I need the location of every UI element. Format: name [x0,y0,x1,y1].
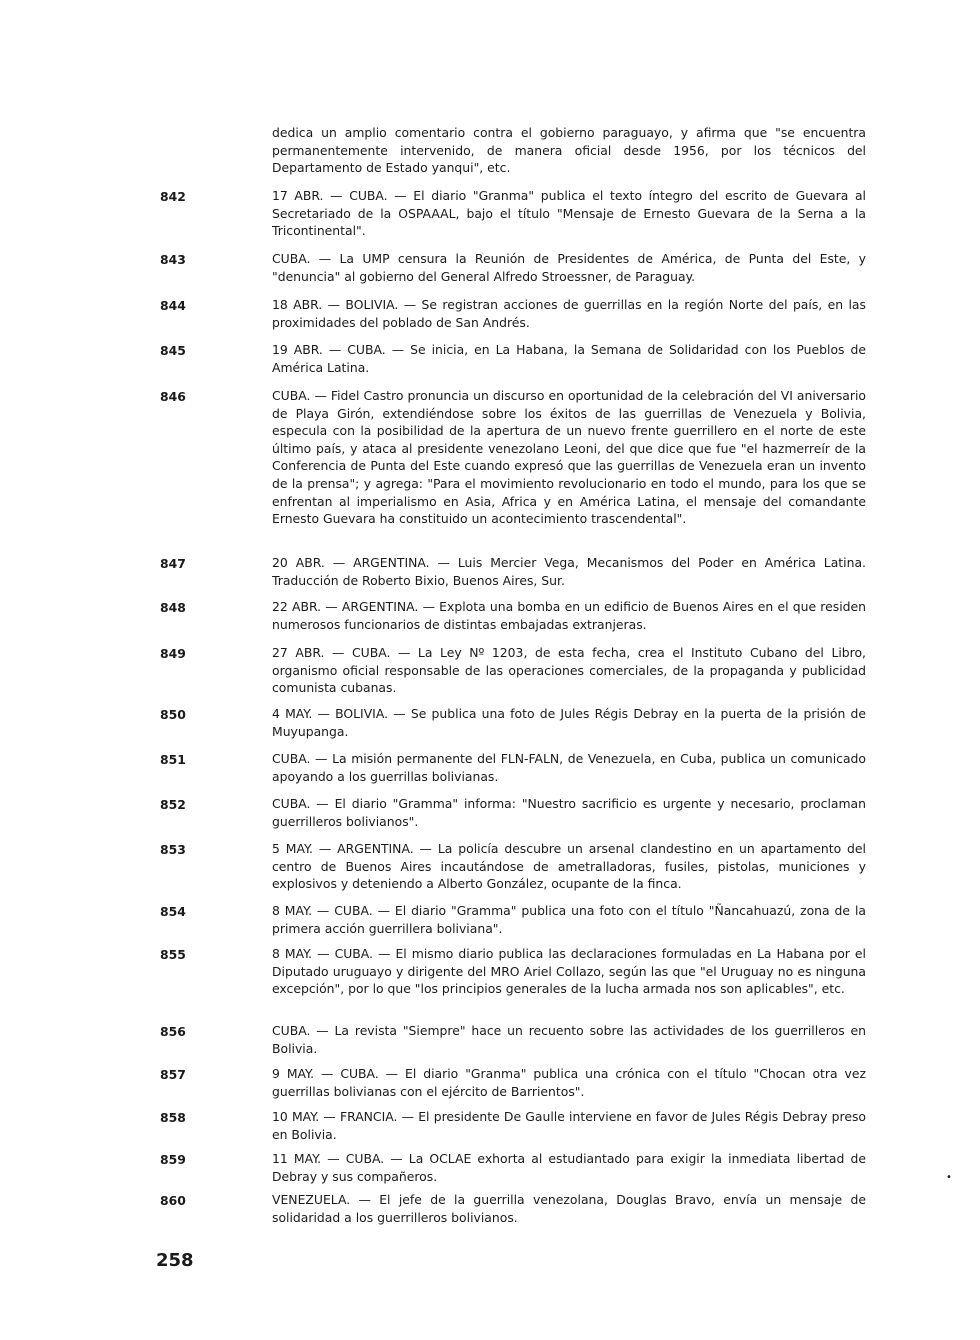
entry-number: 860 [160,1193,186,1208]
entry-number: 843 [160,252,186,267]
entry-number: 858 [160,1110,186,1125]
entry-text: CUBA. — La UMP censura la Reunión de Presidentes de América, de Punta del Este, y "denuncia" al gobierno del General Alfredo Stroessner, de Paraguay. [272,251,866,284]
entry-text: 5 MAY. — ARGENTINA. — La policía descubre un arsenal clandestino en un apartamento del centro de Buenos Aires incautándose de ametralladoras, fusiles, pistolas, municiones y explosivos y deteniendo a Alberto González, ocupante de la finca. [272,841,866,892]
entry-number: 857 [160,1067,186,1082]
entry-number: 845 [160,343,186,358]
entry-number: 848 [160,600,186,615]
entry-number: 854 [160,904,186,919]
page-number: 258 [156,1250,194,1271]
entry-number: 853 [160,842,186,857]
entry-text: CUBA. — Fidel Castro pronuncia un discurso en oportunidad de la celebración del VI aniversario de Playa Girón, extendiéndose sobre los éxitos de las guerrillas de Venezuela y Bolivia, especula con la posibilidad de la apertura de un nuevo frente guerrillero en el norte de este último país, y ataca al presidente venezolano Leoni, del que dice que fue "el hazmerreír de la Conferencia de Punta del Este cuando expresó que las guerrillas de Venezuela eran un invento de la prensa"; y agrega: "Para el movimiento revolucionario en todo el mundo, para los que se enfrentan al imperialismo en Asia, Africa y en América Latina, el mensaje del comandante Ernesto Guevara ha constituido un acontecimiento trascendental". [272,388,866,527]
entry-text: 10 MAY. — FRANCIA. — El presidente De Gaulle interviene en favor de Jules Régis Debray preso en Bolivia. [272,1109,866,1142]
entry-text: 20 ABR. — ARGENTINA. — Luis Mercier Vega, Mecanismos del Poder en América Latina. Traducción de Roberto Bixio, Buenos Aires, Sur. [272,555,866,588]
entry-number: 847 [160,556,186,571]
entry-text: 9 MAY. — CUBA. — El diario "Granma" publica una crónica con el título "Chocan otra vez guerrillas bolivianas con el ejército de Barrientos". [272,1066,866,1099]
entry-number: 850 [160,707,186,722]
entry-text: 27 ABR. — CUBA. — La Ley Nº 1203, de esta fecha, crea el Instituto Cubano del Libro, organismo oficial responsable de las operaciones comerciales, de la propaganda y publicidad comunista cubanas. [272,645,866,696]
entry-text: 19 ABR. — CUBA. — Se inicia, en La Habana, la Semana de Solidaridad con los Pueblos de América Latina. [272,342,866,375]
entry-number: 842 [160,189,186,204]
entry-text: 8 MAY. — CUBA. — El diario "Gramma" publica una foto con el título "Ñancahuazú, zona de la primera acción guerrillera boliviana". [272,903,866,936]
scan-dot: • [946,1172,952,1183]
entry-number: 856 [160,1024,186,1039]
entry-text: 18 ABR. — BOLIVIA. — Se registran acciones de guerrillas en la región Norte del país, en las proximidades del poblado de San Andrés. [272,297,866,330]
entry-number: 859 [160,1152,186,1167]
entry-text: CUBA. — El diario "Gramma" informa: "Nuestro sacrificio es urgente y necesario, proclaman guerrilleros bolivianos". [272,796,866,829]
entry-number: 849 [160,646,186,661]
intro-paragraph: dedica un amplio comentario contra el gobierno paraguayo, y afirma que "se encuentra permanentemente intervenido, de manera oficial desde 1956, por los técnicos del Departamento de Estado yanqui", etc. [272,125,866,176]
entry-number: 855 [160,947,186,962]
entry-text: VENEZUELA. — El jefe de la guerrilla venezolana, Douglas Bravo, envía un mensaje de solidaridad a los guerrilleros bolivianos. [272,1192,866,1225]
entry-number: 852 [160,797,186,812]
entry-text: CUBA. — La misión permanente del FLN-FALN, de Venezuela, en Cuba, publica un comunicado apoyando a los guerrillas bolivianas. [272,751,866,784]
entry-number: 851 [160,752,186,767]
entry-text: 17 ABR. — CUBA. — El diario "Granma" publica el texto íntegro del escrito de Guevara al Secretariado de la OSPAAAL, bajo el título "Mensaje de Ernesto Guevara de la Serna a la Tricontinental". [272,188,866,239]
entry-text: 11 MAY. — CUBA. — La OCLAE exhorta al estudiantado para exigir la inmediata libertad de Debray y sus compañeros. [272,1151,866,1184]
entry-number: 846 [160,389,186,404]
entry-text: 22 ABR. — ARGENTINA. — Explota una bomba en un edificio de Buenos Aires en el que residen numerosos funcionarios de distintas embajadas extranjeras. [272,599,866,632]
entry-text: CUBA. — La revista "Siempre" hace un recuento sobre las actividades de los guerrilleros en Bolivia. [272,1023,866,1056]
entry-text: 8 MAY. — CUBA. — El mismo diario publica las declaraciones formuladas en La Habana por el Diputado uruguayo y dirigente del MRO Ariel Collazo, según las que "el Uruguay no es ninguna excepción", por lo que "los principios generales de la lucha armada nos son aplicables", etc. [272,946,866,997]
entry-text: 4 MAY. — BOLIVIA. — Se publica una foto de Jules Régis Debray en la puerta de la prisión de Muyupanga. [272,706,866,739]
entry-number: 844 [160,298,186,313]
